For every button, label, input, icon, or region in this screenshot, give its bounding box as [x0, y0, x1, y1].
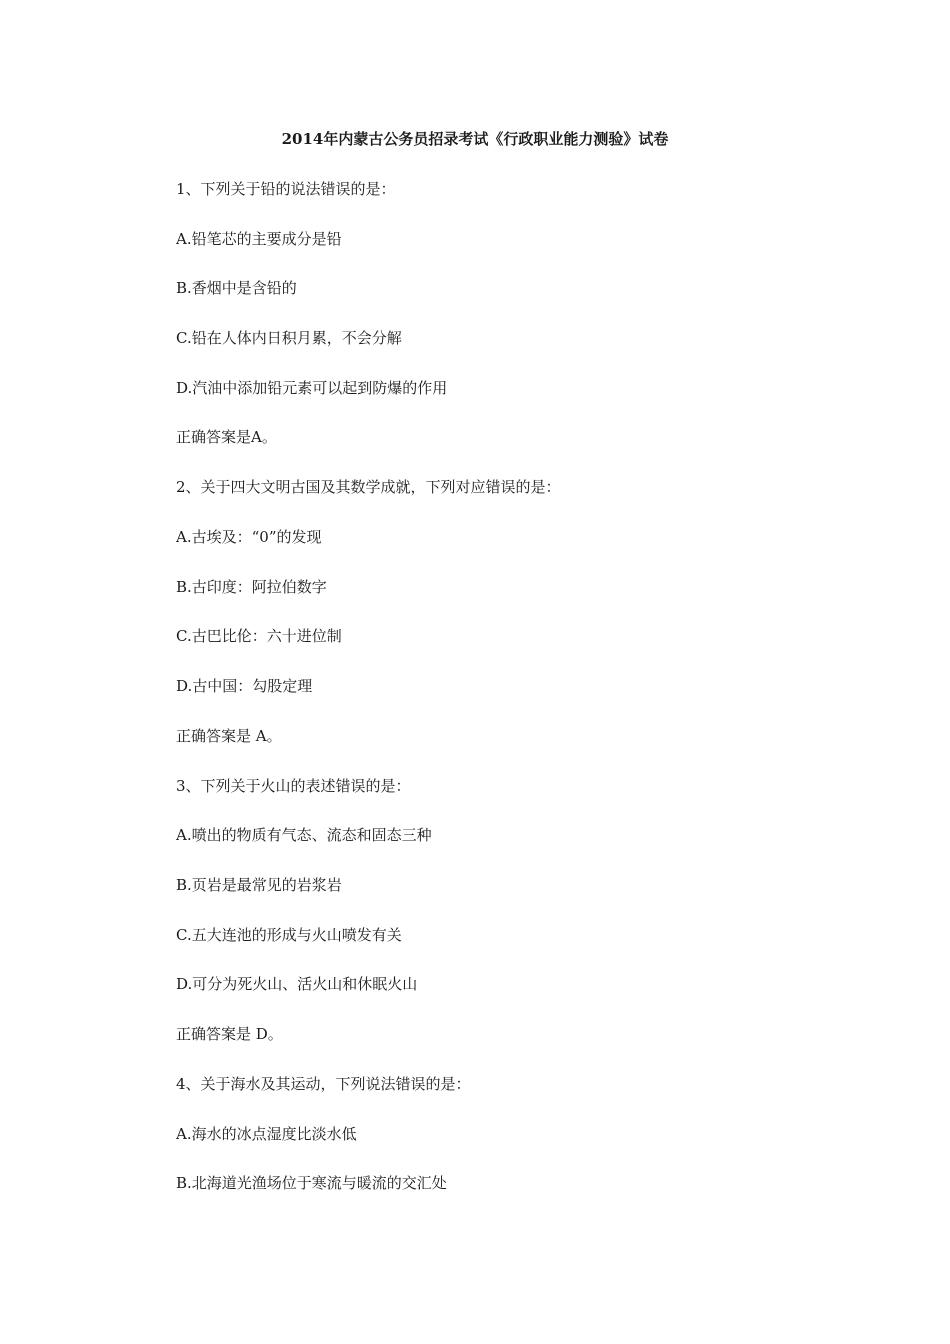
question-1-option-a: A.铅笔芯的主要成分是铅 [176, 230, 342, 248]
question-1-option-d: D.汽油中添加铅元素可以起到防爆的作用 [176, 379, 448, 397]
question-2-stem: 2、关于四大文明古国及其数学成就，下列对应错误的是： [176, 478, 561, 496]
question-4-option-a: A.海水的冰点湿度比淡水低 [176, 1125, 357, 1143]
question-3-option-c: C.五大连池的形成与火山喷发有关 [176, 926, 402, 944]
question-3-option-a: A.喷出的物质有气态、流态和固态三种 [176, 826, 432, 844]
question-1-stem: 1、下列关于铅的说法错误的是： [176, 180, 396, 198]
question-3-option-b: B.页岩是最常见的岩浆岩 [176, 876, 342, 894]
question-1-option-b: B.香烟中是含铅的 [176, 279, 297, 297]
question-4-stem: 4、关于海水及其运动，下列说法错误的是： [176, 1075, 471, 1093]
question-2-option-c: C.古巴比伦：六十进位制 [176, 627, 342, 645]
question-2-option-a: A.古埃及：“0”的发现 [176, 528, 322, 546]
question-1-option-c: C.铅在人体内日积月累，不会分解 [176, 329, 402, 347]
question-3-option-d: D.可分为死火山、活火山和休眠火山 [176, 975, 418, 993]
document-title: 2014年内蒙古公务员招录考试《行政职业能力测验》试卷 [281, 130, 669, 148]
question-2-option-d: D.古中国：勾股定理 [176, 677, 313, 695]
question-1-answer: 正确答案是A。 [176, 428, 277, 446]
question-3-answer: 正确答案是 D。 [176, 1025, 283, 1043]
question-4-option-b: B.北海道光渔场位于寒流与暖流的交汇处 [176, 1174, 447, 1192]
question-3-stem: 3、下列关于火山的表述错误的是： [176, 777, 411, 795]
question-2-answer: 正确答案是 A。 [176, 727, 282, 745]
question-2-option-b: B.古印度：阿拉伯数字 [176, 578, 327, 596]
